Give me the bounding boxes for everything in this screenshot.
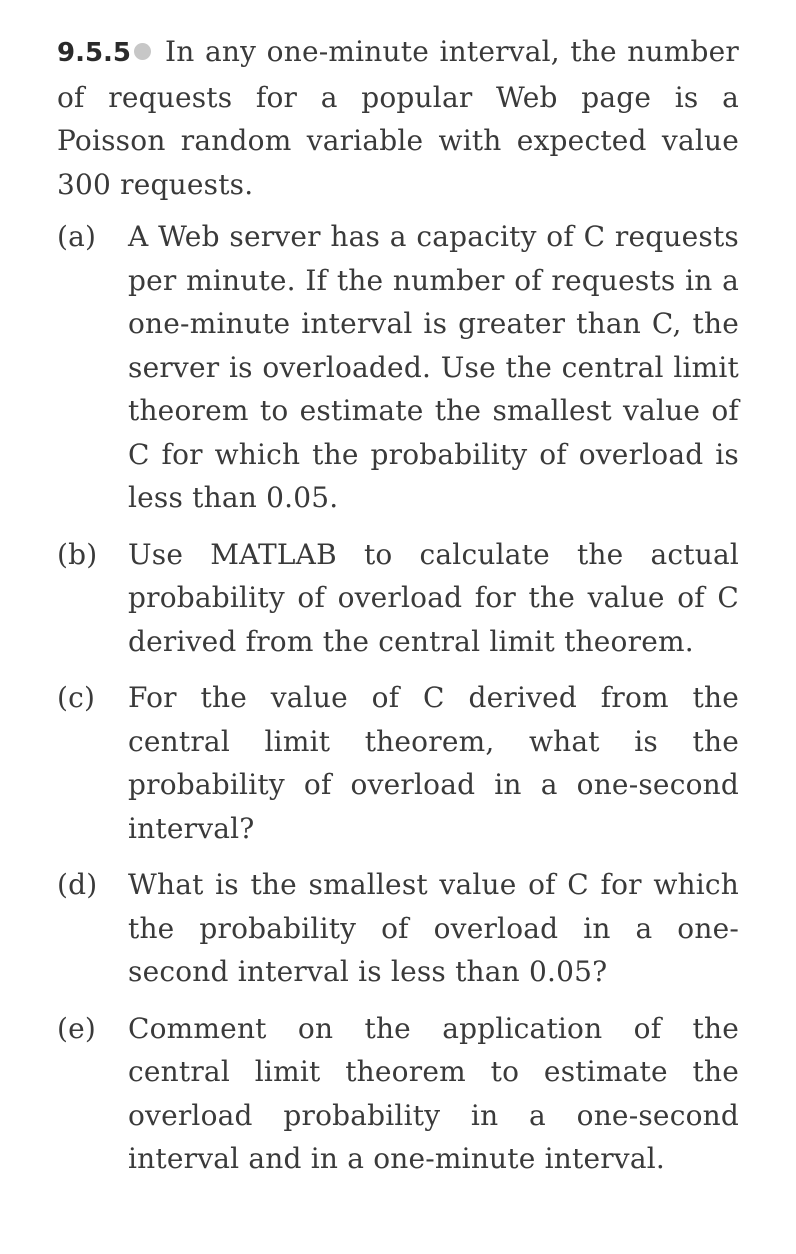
part-d-text: What is the smallest value of C for which the probability of overload in a one-second interval is less than 0.05? <box>128 868 739 988</box>
part-b-text: Use MATLAB to calculate the actual probability of overload for the value of C derived from the central limit theorem. <box>128 537 739 658</box>
part-e <box>57 1007 739 1181</box>
problem-parts-list <box>57 215 739 1181</box>
part-c-text: For the value of C derived from the central limit theorem, what is the probability of overload in a one-second interval? <box>128 681 739 845</box>
part-b <box>57 533 739 664</box>
part-e-text: Comment on the application of the central limit theorem to estimate the overload probability in a one-second interval and in a one-minute interval. <box>128 1011 739 1175</box>
part-e-label: (e) <box>57 1011 97 1045</box>
problem-9-5-5 <box>57 30 739 1194</box>
part-a <box>57 215 739 520</box>
problem-intro-text: In any one-minute interval, the number of requests for a popular Web page is a Poisson random variable with expected value 300 requests. <box>57 35 739 201</box>
problem-intro <box>57 30 739 206</box>
part-a-label: (a) <box>57 220 97 253</box>
part-a-text: A Web server has a capacity of C requests per minute. If the number of requests in a one-minute interval is greater than C, the server is overloaded. Use the central limit theorem to estimate the smallest value of C for which the probability of overload is less than 0.05. <box>128 220 739 514</box>
part-b-label: (b) <box>57 537 98 571</box>
problem-number: 9.5.5 <box>57 38 132 68</box>
part-d <box>57 863 739 994</box>
part-d-label: (d) <box>57 868 98 901</box>
part-c-label: (c) <box>57 681 96 714</box>
difficulty-dot-icon <box>134 43 151 60</box>
part-c <box>57 676 739 850</box>
